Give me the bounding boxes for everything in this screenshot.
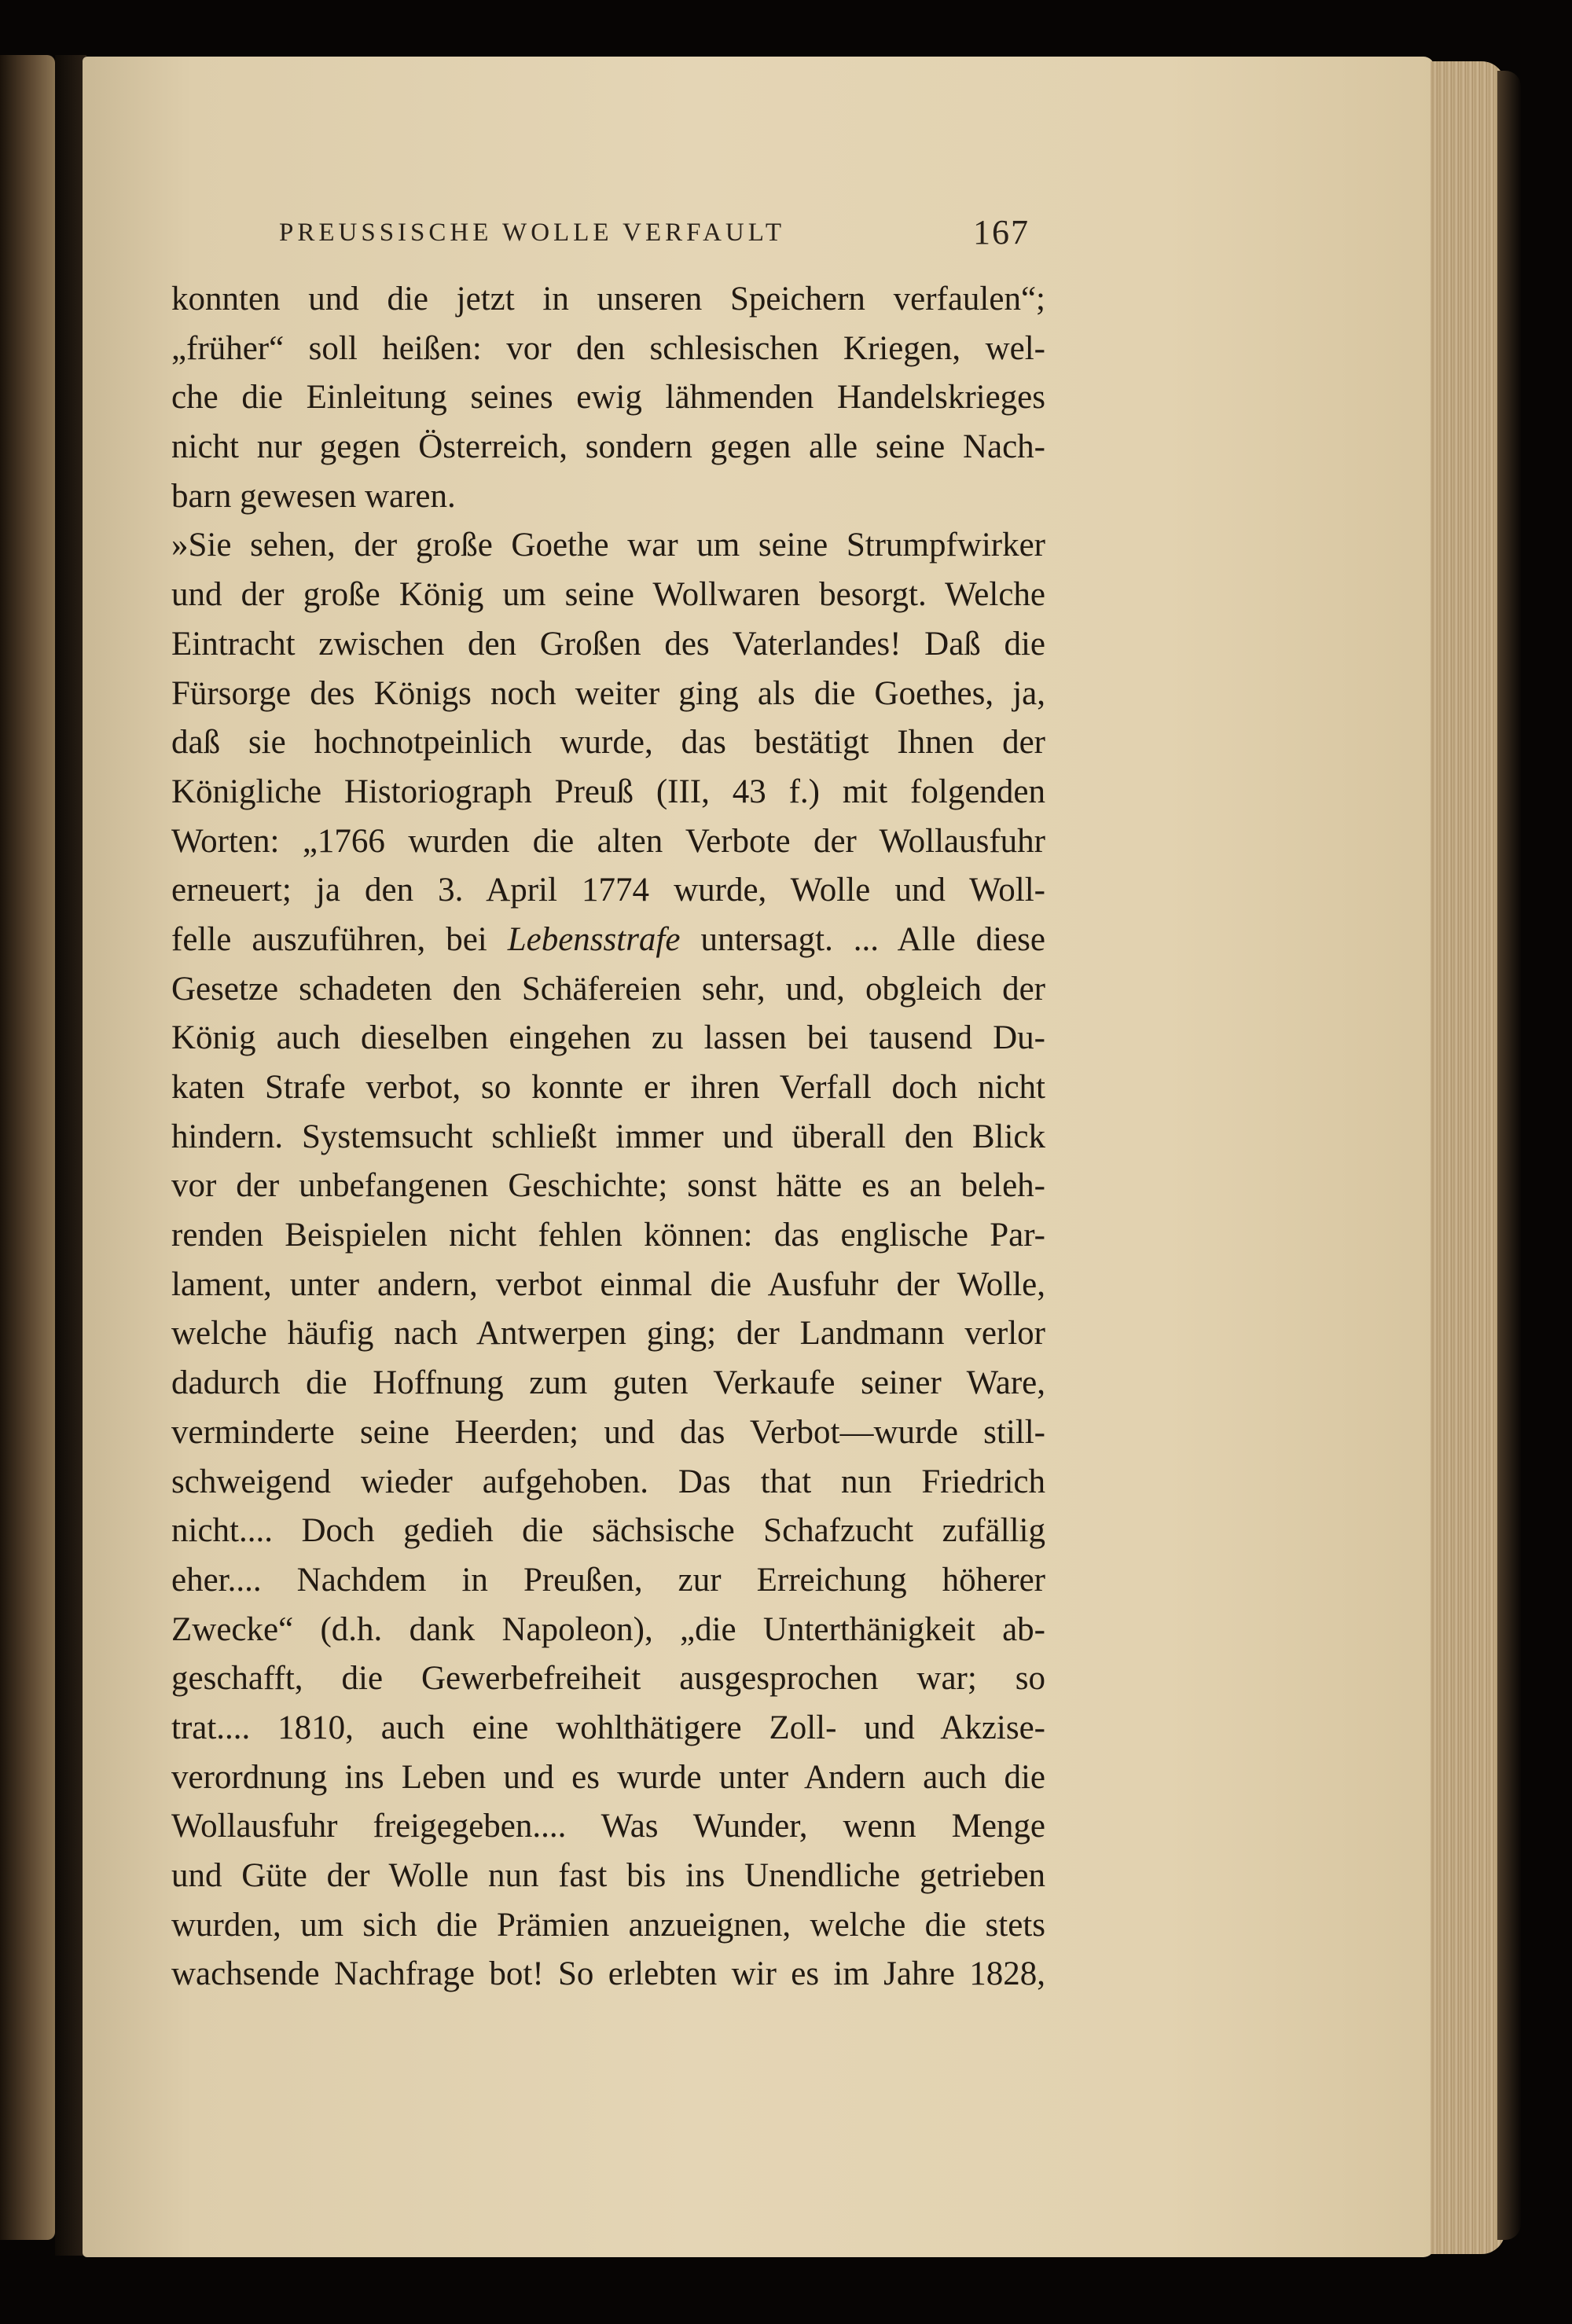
text-line: barn gewesen waren.: [171, 477, 456, 515]
text-line: dadurch die Hoffnung zum guten Verkaufe seiner Ware,: [171, 1364, 1045, 1402]
text-line: lament, unter andern, verbot einmal die Ausfuhr der Wolle,: [171, 1265, 1045, 1303]
text-line: Gesetze schadeten den Schäfereien sehr, und, obgleich der: [171, 970, 1045, 1008]
text-line: schweigend wieder aufgehoben. Das that nun Friedrich: [171, 1463, 1045, 1500]
text-line: wachsende Nachfrage bot! So erlebten wir es im Jahre 1828,: [171, 1955, 1045, 1993]
text-line: Worten: „1766 wurden die alten Verbote der Wollausfuhr: [171, 822, 1045, 860]
text-line: Königliche Historiograph Preuß (III, 43 f.) mit folgenden: [171, 773, 1045, 810]
text-line: nicht nur gegen Österreich, sondern gegen alle seine Nach-: [171, 428, 1045, 466]
text-fragment: untersagt. ... Alle diese: [680, 920, 1045, 958]
page-shadow: [1497, 71, 1521, 2240]
page-stack-edge: [1431, 61, 1505, 2254]
running-head: PREUSSISCHE WOLLE VERFAULT: [279, 218, 786, 247]
text-line: konnten und die jetzt in unseren Speichern verfaulen“;: [171, 281, 1045, 318]
emphasized-word: Lebensstrafe: [507, 920, 681, 958]
text-line: wurden, um sich die Prämien anzueignen, welche die stets: [171, 1906, 1045, 1944]
text-line: daß sie hochnotpeinlich wurde, das bestätigt Ihnen der: [171, 724, 1045, 762]
text-line-with-emphasis: [171, 916, 1045, 965]
text-line: che die Einleitung seines ewig lähmenden Handelskrieges: [171, 379, 1045, 417]
text-line: Wollausfuhr freigegeben.... Was Wunder, wenn Menge: [171, 1808, 1045, 1845]
facing-page-edge: [0, 55, 55, 2240]
text-line: welche häufig nach Antwerpen ging; der Landmann verlor: [171, 1315, 1045, 1353]
text-line: nicht.... Doch gedieh die sächsische Schafzucht zufällig: [171, 1512, 1045, 1550]
body-text: [171, 275, 1045, 1999]
text-line: katen Strafe verbot, so konnte er ihren Verfall doch nicht: [171, 1069, 1045, 1106]
text-line: und Güte der Wolle nun fast bis ins Unendliche getrieben: [171, 1857, 1045, 1894]
page-number: 167: [973, 213, 1030, 251]
text-line: König auch dieselben eingehen zu lassen bei tausend Du-: [171, 1019, 1045, 1057]
text-line: erneuert; ja den 3. April 1774 wurde, Wolle und Woll-: [171, 872, 1045, 909]
text-line: geschafft, die Gewerbefreiheit ausgesprochen war; so: [171, 1660, 1045, 1698]
text-line: hindern. Systemsucht schließt immer und überall den Blick: [171, 1118, 1045, 1155]
book-gutter: [55, 55, 86, 2256]
text-line: trat.... 1810, auch eine wohlthätigere Zoll- und Akzise-: [171, 1709, 1045, 1746]
text-line: Eintracht zwischen den Großen des Vaterlandes! Daß die: [171, 625, 1045, 663]
text-line: »Sie sehen, der große Goethe war um seine Strumpfwirker: [171, 527, 1045, 564]
text-line: renden Beispielen nicht fehlen können: das englische Par-: [171, 1217, 1045, 1254]
text-line: Zwecke“ (d.h. dank Napoleon), „die Unterthänigkeit ab-: [171, 1610, 1045, 1648]
text-line: und der große König um seine Wollwaren besorgt. Welche: [171, 576, 1045, 614]
text-line: vor der unbefangenen Geschichte; sonst hätte es an beleh-: [171, 1167, 1045, 1205]
text-line: Fürsorge des Königs noch weiter ging als die Goethes, ja,: [171, 674, 1045, 712]
text-fragment: felle auszuführen, bei: [171, 920, 508, 958]
text-line: eher.... Nachdem in Preußen, zur Erreichung höherer: [171, 1561, 1045, 1599]
text-line: verminderte seine Heerden; und das Verbot—wurde still-: [171, 1413, 1045, 1451]
text-line: „früher“ soll heißen: vor den schlesischen Kriegen, wel-: [171, 329, 1045, 367]
text-line: verordnung ins Leben und es wurde unter Andern auch die: [171, 1758, 1045, 1796]
